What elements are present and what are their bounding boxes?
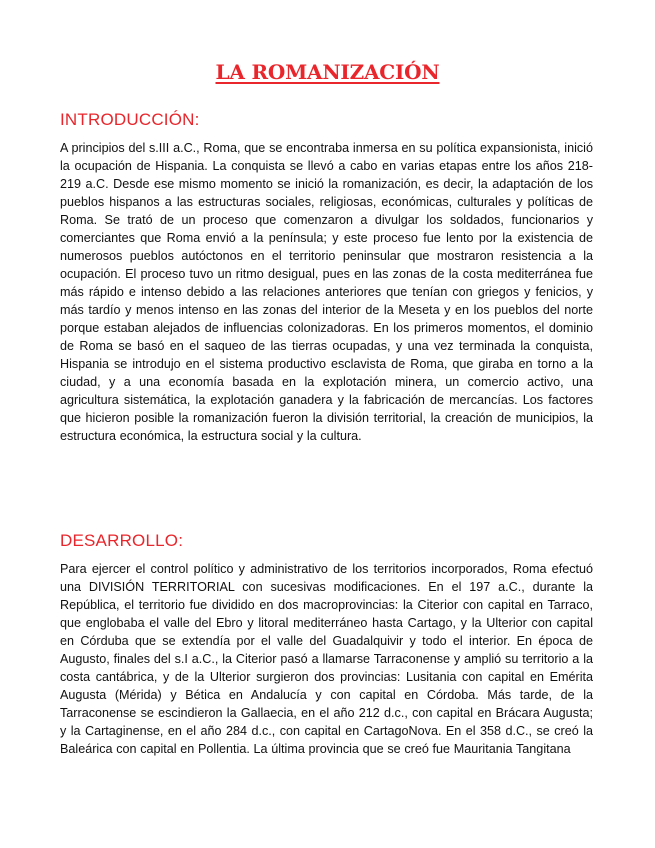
- section-text-introduccion: A principios del s.III a.C., Roma, que se encontraba inmersa en su política expansionista, inició la ocupación de Hispania. La conquista se llevó a cabo en varias etapas entre los años 218-219 a.C. Desde ese mismo momento se inició la romanización, es decir, la adaptación de los pueblos hispanos a las estructuras sociales, religiosas, económicas, culturales y políticas de Roma. Se trató de un proceso que comenzaron a divulgar los soldados, funcionarios y comerciantes que Roma envió a la península; y este proceso fue lento por la existencia de numerosos pueblos autóctonos en el territorio peninsular que mostraron resistencia a la ocupación. El proceso tuvo un ritmo desigual, pues en las zonas de la costa mediterránea fue más rápido e intenso debido a las relaciones anteriores que tenían con griegos y fenicios, y más tardío y menos intenso en las zonas del interior de la Meseta y en los pueblos del norte porque estaban alejados de influencias colonizadoras. En los primeros momentos, el dominio de Roma se basó en el saqueo de las tierras ocupadas, y una vez terminada la conquista, Hispania se introdujo en el sistema productivo esclavista de Roma, que giraba en torno a la ciudad, y a una economía basada en la explotación minera, un comercio activo, una agricultura sistemática, la explotación ganadera y la fabricación de mercancías. Los factores que hicieron posible la romanización fueron la división territorial, la creación de municipios, la estructura económica, la estructura social y la cultura.: [60, 141, 593, 443]
- section-text-desarrollo: Para ejercer el control político y administrativo de los territorios incorporados, Roma efectuó una DIVISIÓN TERRITORIAL con sucesivas modificaciones. En el 197 a.C., durante la República, el territorio fue dividido en dos macroprovincias: la Citerior con capital en Tarraco, que englobaba el valle del Ebro y litoral mediterráneo hasta Cartago, y la Ulterior con capital en Córduba que se extendía por el valle del Guadalquivir y todo el interior. En época de Augusto, finales del s.I a.C., la Citerior pasó a llamarse Tarraconense y amplió su territorio a la costa cantábrica, y de la Ulterior surgieron dos provincias: Lusitania con capital en Emérita Augusta (Mérida) y Bética en Andalucía y con capital en Córdoba. Más tarde, de la Tarraconense se escindieron la Gallaecia, en el año 212 d.c., con capital en Brácara Augusta; y la Cartaginense, en el año 284 d.c., con capital en CartagoNova. En el 358 d.C., se creó la Baleárica con capital en Pollentia. La última provincia que se creó fue Mauritania Tangitana: [60, 562, 593, 756]
- section-heading-introduccion: INTRODUCCIÓN:: [60, 110, 200, 129]
- section-heading-desarrollo: DESARROLLO:: [60, 531, 184, 550]
- document-title: LA ROMANIZACIÓN: [215, 60, 440, 84]
